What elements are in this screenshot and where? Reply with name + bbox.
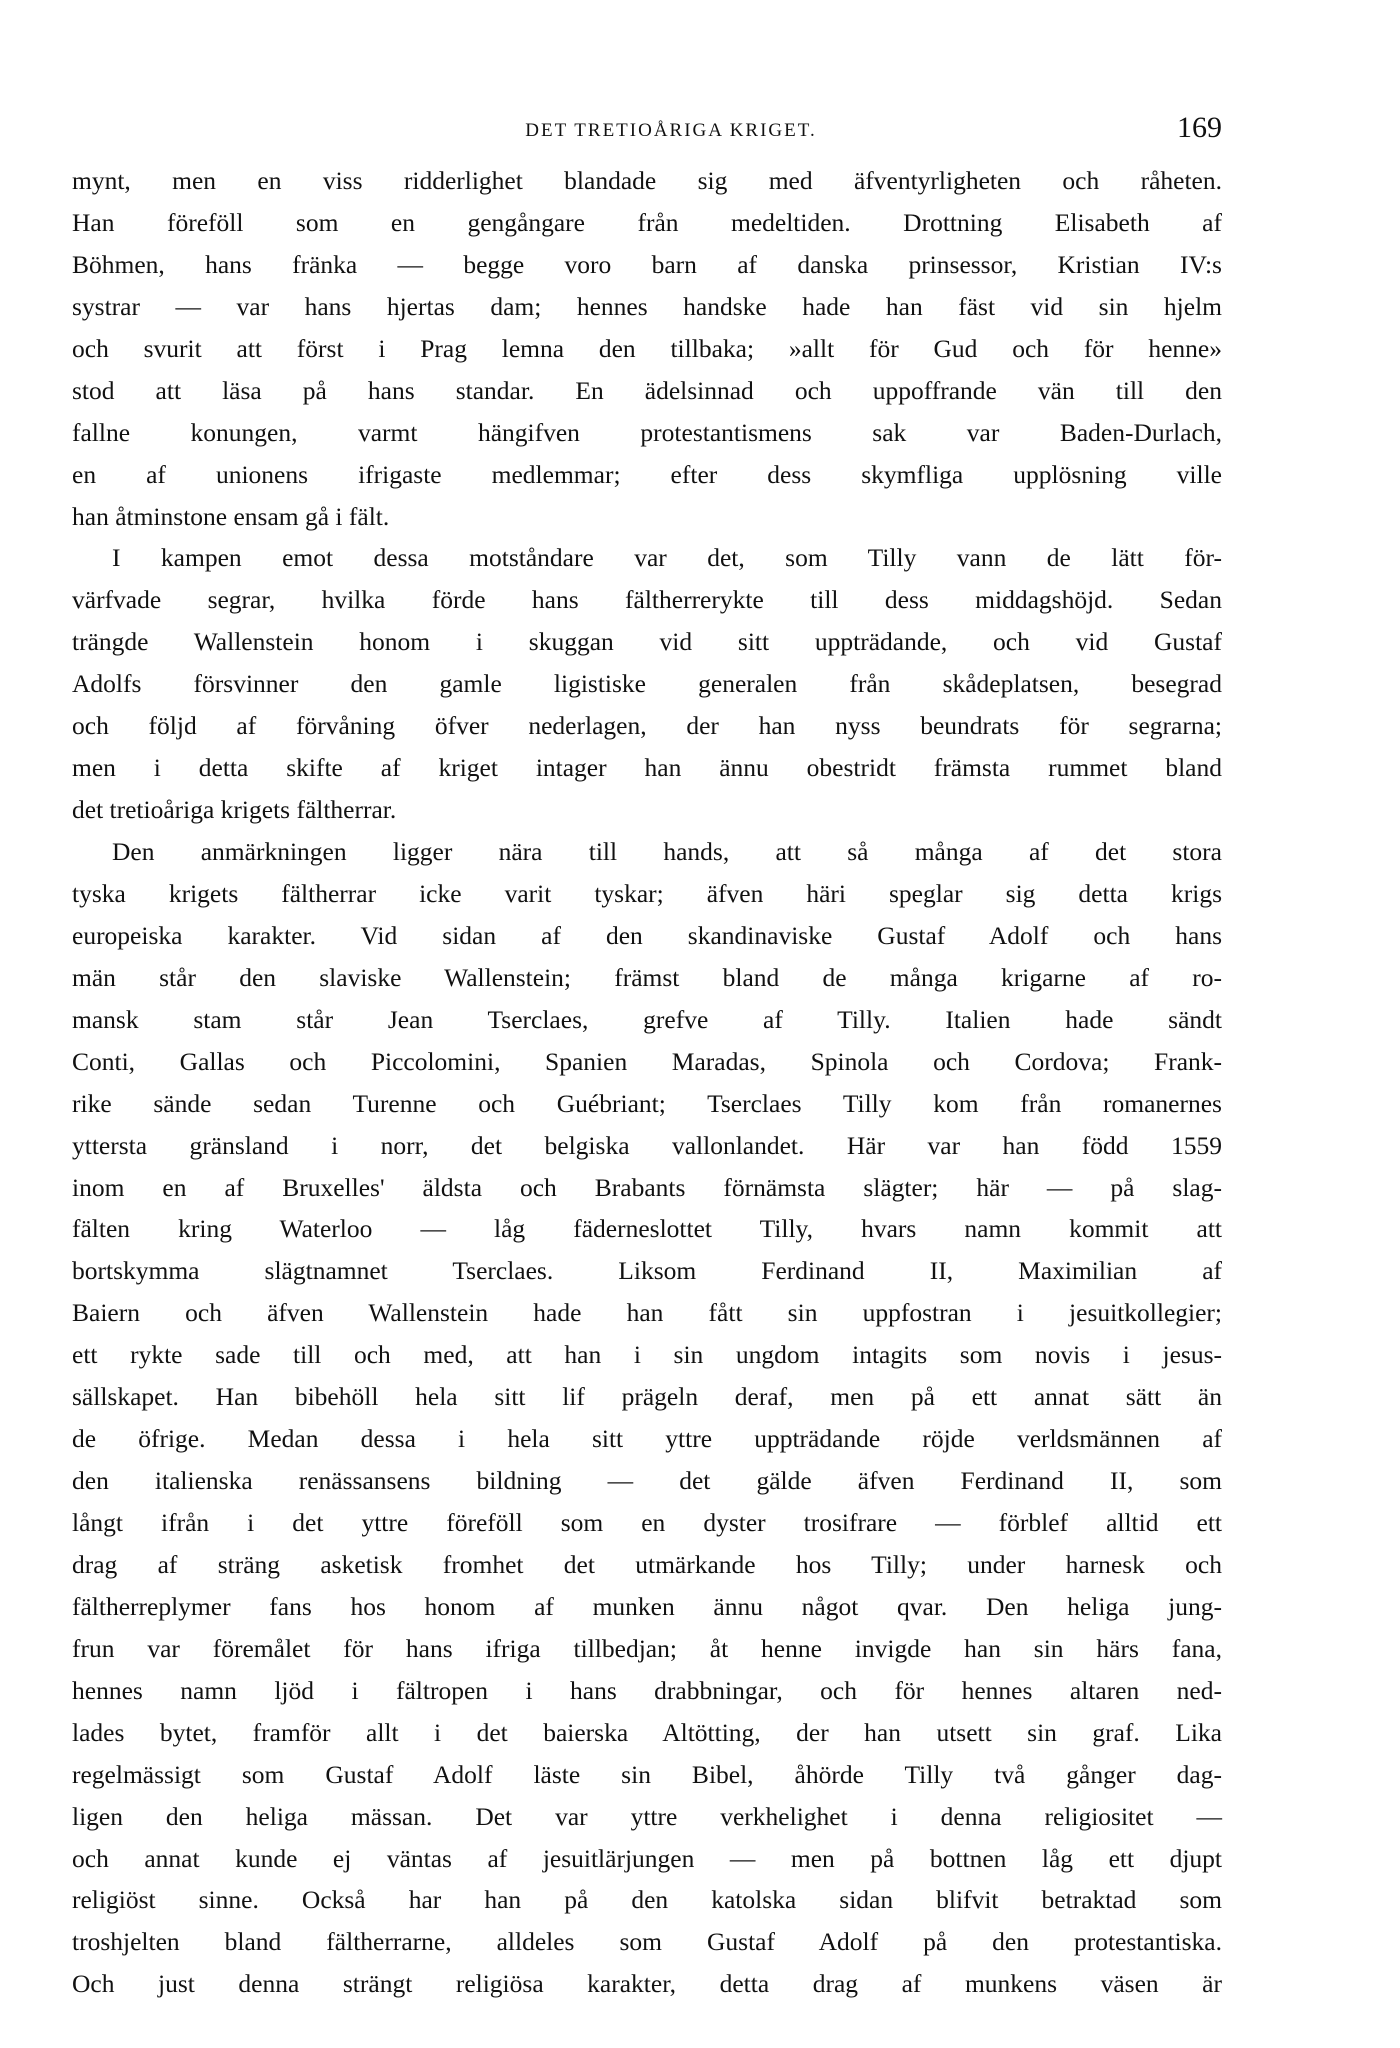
text-line: fälten kring Waterloo — låg fäderneslottet Tilly, hvars namn kommit att xyxy=(72,1214,1222,1244)
text-line: Conti, Gallas och Piccolomini, Spanien Maradas, Spinola och Cordova; Frank- xyxy=(72,1046,1222,1076)
text-line: Böhmen, hans fränka — begge voro barn af danska prinsessor, Kristian IV:s xyxy=(72,249,1222,279)
text-line: mansk stam står Jean Tserclaes, grefve af Tilly. Italien hade sändt xyxy=(72,1004,1222,1034)
text-line: trängde Wallenstein honom i skuggan vid sitt uppträdande, och vid Gustaf xyxy=(72,627,1222,657)
text-line: den italienska renässansens bildning — det gälde äfven Ferdinand II, som xyxy=(72,1466,1222,1496)
running-head xyxy=(120,111,1222,154)
text-line: lades bytet, framför allt i det baierska Altötting, der han utsett sin graf. Lika xyxy=(72,1717,1222,1747)
text-line: Han föreföll som en gengångare från medeltiden. Drottning Elisabeth af xyxy=(72,207,1222,237)
text-line: och svurit att först i Prag lemna den tillbaka; »allt för Gud och för henne» xyxy=(72,333,1222,363)
text-line: frun var föremålet för hans ifriga tillbedjan; åt henne invigde han sin härs fana, xyxy=(72,1633,1222,1663)
text-line: de öfrige. Medan dessa i hela sitt yttre uppträdande röjde verldsmännen af xyxy=(72,1424,1222,1454)
text-line: europeiska karakter. Vid sidan af den skandinaviske Gustaf Adolf och hans xyxy=(72,920,1222,950)
text-line: tyska krigets fältherrar icke varit tyskar; äfven häri speglar sig detta krigs xyxy=(72,878,1222,908)
text-line: en af unionens ifrigaste medlemmar; efter dess skymfliga upplösning ville xyxy=(72,459,1222,489)
text-line: bortskymma slägtnamnet Tserclaes. Liksom Ferdinand II, Maximilian af xyxy=(72,1256,1222,1286)
running-title: DET TRETIOÅRIGA KRIGET. xyxy=(525,120,817,141)
text-line: yttersta gränsland i norr, det belgiska vallonlandet. Här var han född 1559 xyxy=(72,1130,1222,1160)
text-line: ligen den heliga mässan. Det var yttre verkhelighet i denna religiositet — xyxy=(72,1801,1222,1831)
text-line: troshjelten bland fältherrarne, alldeles som Gustaf Adolf på den protestantiska. xyxy=(72,1927,1222,1957)
text-line: drag af sträng asketisk fromhet det utmärkande hos Tilly; under harnesk och xyxy=(72,1549,1222,1579)
text-line: värfvade segrar, hvilka förde hans fältherrerykte till dess middagshöjd. Sedan xyxy=(72,585,1222,615)
text-line: regelmässigt som Gustaf Adolf läste sin Bibel, åhörde Tilly två gånger dag- xyxy=(72,1759,1222,1789)
text-line: men i detta skifte af kriget intager han ännu obestridt främsta rummet bland xyxy=(72,753,1222,783)
text-line: rike sände sedan Turenne och Guébriant; Tserclaes Tilly kom från romanernes xyxy=(72,1088,1222,1118)
text-line: han åtminstone ensam gå i fält. xyxy=(72,501,390,531)
page-number: 169 xyxy=(1177,111,1222,144)
text-line: och följd af förvåning öfver nederlagen, der han nyss beundrats för segrarna; xyxy=(72,711,1222,741)
text-line: män står den slaviske Wallenstein; främst bland de många krigarne af ro- xyxy=(72,962,1222,992)
text-line: stod att läsa på hans standar. En ädelsinnad och uppoffrande vän till den xyxy=(72,375,1222,405)
text-line: fältherreplymer fans hos honom af munken ännu något qvar. Den heliga jung- xyxy=(72,1591,1222,1621)
text-line: långt ifrån i det yttre föreföll som en dyster trosifrare — förblef alltid ett xyxy=(72,1508,1222,1537)
text-line: ett rykte sade till och med, att han i sin ungdom intagits som novis i jesus- xyxy=(72,1340,1222,1370)
text-line: Adolfs försvinner den gamle ligistiske generalen från skådeplatsen, besegrad xyxy=(72,669,1222,699)
text-line: fallne konungen, varmt hängifven protestantismens sak var Baden-Durlach, xyxy=(72,417,1222,447)
text-line: I kampen emot dessa motståndare var det, som Tilly vann de lätt för- xyxy=(112,543,1222,573)
text-line: Baiern och äfven Wallenstein hade han fått sin uppfostran i jesuitkollegier; xyxy=(72,1298,1222,1328)
text-line: Den anmärkningen ligger nära till hands, att så många af det stora xyxy=(112,837,1222,866)
text-line: och annat kunde ej väntas af jesuitlärjungen — men på bottnen låg ett djupt xyxy=(72,1843,1222,1873)
text-line: inom en af Bruxelles' äldsta och Brabants förnämsta slägter; här — på slag- xyxy=(72,1172,1222,1202)
body-text xyxy=(72,160,1222,2005)
text-line: det tretioåriga krigets fältherrar. xyxy=(72,795,397,825)
text-line: systrar — var hans hjertas dam; hennes handske hade han fäst vid sin hjelm xyxy=(72,291,1222,321)
text-line: religiöst sinne. Också har han på den katolska sidan blifvit betraktad som xyxy=(72,1885,1222,1915)
text-line: mynt, men en viss ridderlighet blandade sig med äfventyrligheten och råheten. xyxy=(72,166,1222,195)
text-line: hennes namn ljöd i fältropen i hans drabbningar, och för hennes altaren ned- xyxy=(72,1675,1222,1705)
text-line: sällskapet. Han bibehöll hela sitt lif prägeln deraf, men på ett annat sätt än xyxy=(72,1382,1222,1412)
text-line: Och just denna strängt religiösa karakter, detta drag af munkens väsen är xyxy=(72,1969,1222,1999)
